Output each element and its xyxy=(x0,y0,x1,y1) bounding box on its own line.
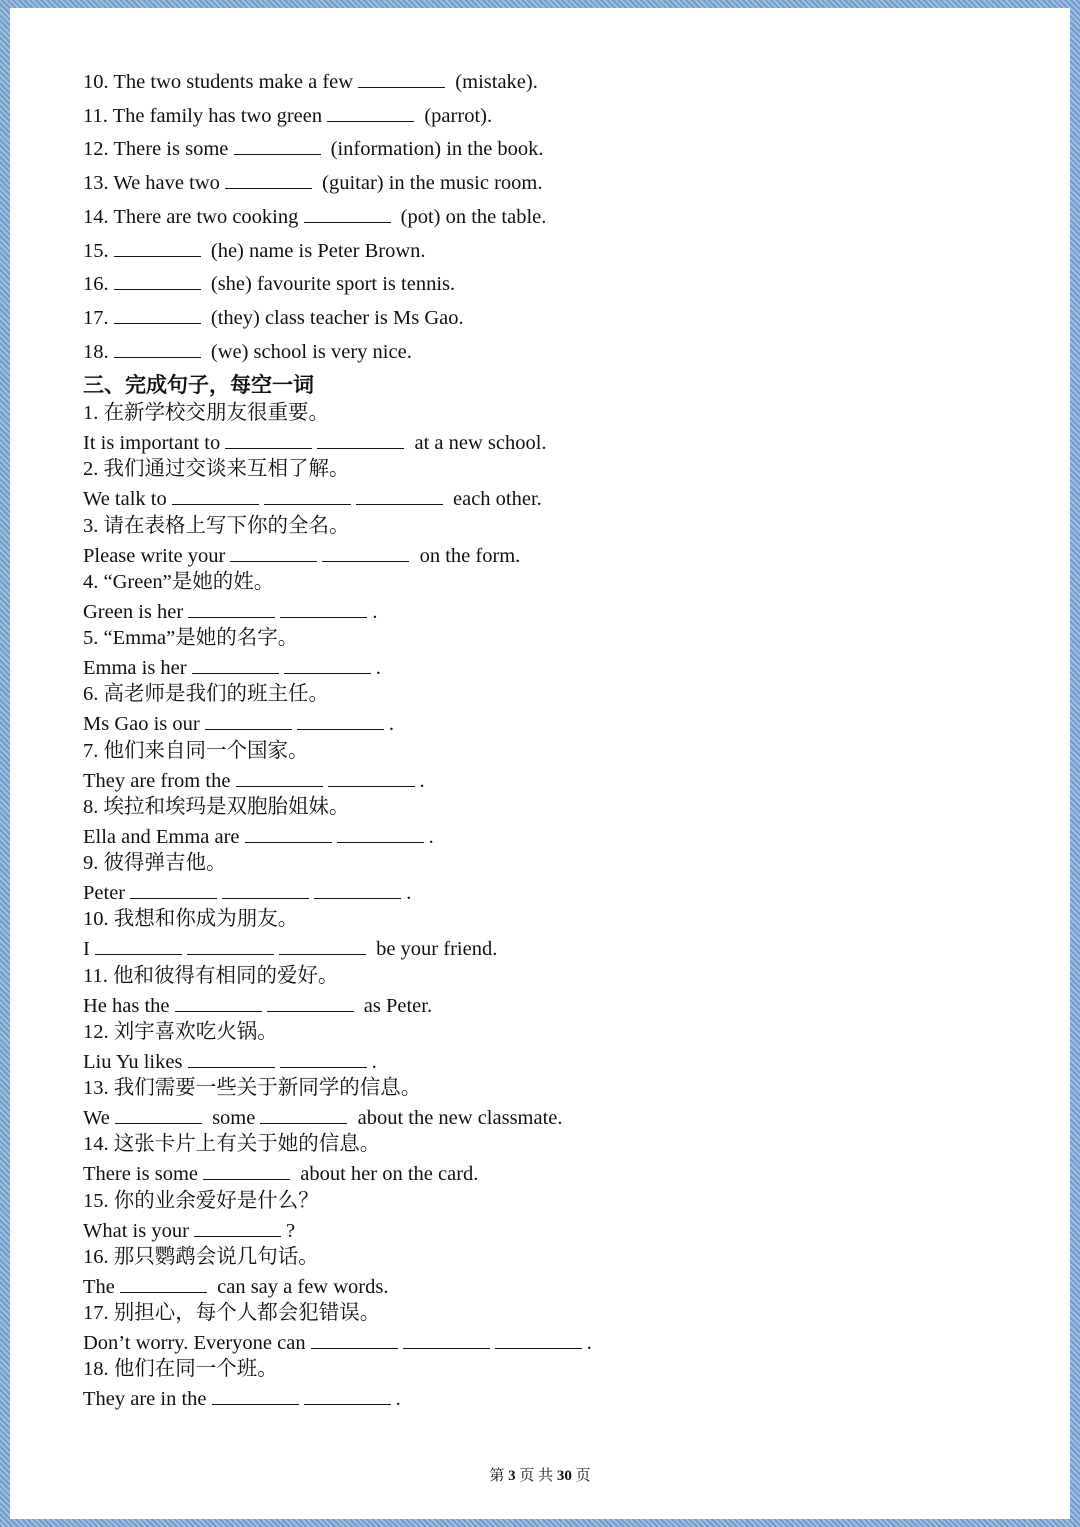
answer-blank[interactable] xyxy=(114,272,201,290)
sentence-suffix: . xyxy=(419,769,425,792)
answer-blank[interactable] xyxy=(311,1331,398,1349)
answer-blank[interactable] xyxy=(327,104,414,122)
answer-blank[interactable] xyxy=(172,487,259,505)
sentence-prefix: We talk to xyxy=(83,488,172,511)
exercise-line xyxy=(83,104,492,128)
exercise-suffix: (guitar) in the music room. xyxy=(317,172,543,195)
chinese-prompt: 7. 他们来自同一个国家。 xyxy=(83,739,309,762)
answer-blank[interactable] xyxy=(279,937,366,955)
english-sentence xyxy=(83,1050,377,1074)
exercise-prefix: 18. xyxy=(83,340,114,363)
answer-blank[interactable] xyxy=(260,1106,347,1124)
sentence-prefix: It is important to xyxy=(83,432,226,454)
sentence-suffix: at a new school. xyxy=(409,432,547,454)
answer-blank[interactable] xyxy=(314,881,401,899)
english-sentence xyxy=(83,544,520,568)
sentence-suffix: about her on the card. xyxy=(295,1163,479,1186)
sentence-suffix: . xyxy=(406,882,412,904)
exercise-suffix: (pot) on the table. xyxy=(395,205,547,228)
sentence-suffix: about the new classmate. xyxy=(352,1107,563,1129)
answer-blank[interactable] xyxy=(304,1387,391,1405)
answer-blank[interactable] xyxy=(297,712,384,730)
english-sentence xyxy=(83,712,394,736)
chinese-prompt: 9. 彼得弹吉他。 xyxy=(83,852,227,874)
chinese-prompt: 3. 请在表格上写下你的全名。 xyxy=(83,514,350,537)
answer-blank[interactable] xyxy=(95,937,182,955)
answer-blank[interactable] xyxy=(222,881,309,899)
english-sentence xyxy=(83,1387,401,1411)
worksheet-page xyxy=(10,8,1070,1519)
exercise-suffix: (we) school is very nice. xyxy=(205,340,412,363)
chinese-prompt: 6. 高老师是我们的班主任。 xyxy=(83,683,329,706)
exercise-line xyxy=(83,306,464,330)
sentence-suffix: as Peter. xyxy=(358,994,433,1017)
exercise-line xyxy=(83,205,546,229)
answer-blank[interactable] xyxy=(120,1275,207,1293)
exercise-suffix: (she) favourite sport is tennis. xyxy=(205,273,456,296)
answer-blank[interactable] xyxy=(358,70,445,88)
english-sentence xyxy=(83,1219,295,1243)
sentence-prefix: What is your xyxy=(83,1219,195,1242)
english-sentence xyxy=(83,600,377,624)
sentence-middle: some xyxy=(206,1107,261,1129)
chinese-prompt: 15. 你的业余爱好是什么？ xyxy=(83,1189,319,1212)
answer-blank[interactable] xyxy=(205,712,292,730)
sentence-prefix: Emma is her xyxy=(83,657,192,679)
exercise-line xyxy=(83,137,544,161)
english-sentence xyxy=(83,937,497,961)
answer-blank[interactable] xyxy=(328,769,415,787)
answer-blank[interactable] xyxy=(284,656,371,674)
answer-blank[interactable] xyxy=(188,1050,275,1068)
sentence-prefix: They are in the xyxy=(83,1388,212,1411)
answer-blank[interactable] xyxy=(115,1106,202,1124)
sentence-prefix: Liu Yu likes xyxy=(83,1050,188,1073)
english-sentence xyxy=(83,431,547,455)
exercise-line xyxy=(83,239,426,263)
chinese-prompt: 14. 这张卡片上有关于她的信息。 xyxy=(83,1133,381,1156)
footer-suffix: 页 xyxy=(571,1468,591,1484)
chinese-prompt: 12. 刘宇喜欢吃火锅。 xyxy=(83,1020,278,1043)
answer-blank[interactable] xyxy=(212,1387,299,1405)
english-sentence xyxy=(83,881,411,905)
answer-blank[interactable] xyxy=(264,487,351,505)
sentence-suffix: . xyxy=(395,1388,401,1411)
english-sentence xyxy=(83,769,425,793)
english-sentence xyxy=(83,1275,388,1299)
sentence-prefix: There is some xyxy=(83,1163,204,1186)
answer-blank[interactable] xyxy=(280,1050,367,1068)
answer-blank[interactable] xyxy=(188,600,275,618)
sentence-prefix: Please write your xyxy=(83,544,231,567)
answer-blank[interactable] xyxy=(225,431,312,449)
footer-page-number: 3 xyxy=(508,1468,516,1484)
sentence-prefix: They are from the xyxy=(83,769,236,792)
chinese-prompt: 5. “Emma”是她的名字。 xyxy=(83,627,299,649)
answer-blank[interactable] xyxy=(304,205,391,223)
answer-blank[interactable] xyxy=(337,825,424,843)
sentence-suffix: . xyxy=(428,825,434,848)
answer-blank[interactable] xyxy=(280,600,367,618)
sentence-prefix: The xyxy=(83,1275,120,1298)
answer-blank[interactable] xyxy=(187,937,274,955)
english-sentence xyxy=(83,1106,563,1130)
exercise-suffix: (he) name is Peter Brown. xyxy=(205,239,426,262)
sentence-suffix: . xyxy=(372,600,378,623)
answer-blank[interactable] xyxy=(230,544,317,562)
answer-blank[interactable] xyxy=(175,994,262,1012)
answer-blank[interactable] xyxy=(234,137,321,155)
sentence-suffix: . xyxy=(586,1332,592,1354)
chinese-prompt: 8. 埃拉和埃玛是双胞胎姐妹。 xyxy=(83,795,350,818)
exercise-prefix: 14. There are two cooking xyxy=(83,205,304,228)
answer-blank[interactable] xyxy=(114,340,201,358)
exercise-suffix: (information) in the book. xyxy=(325,138,544,161)
english-sentence xyxy=(83,656,381,680)
english-sentence xyxy=(83,825,434,849)
answer-blank[interactable] xyxy=(356,487,443,505)
answer-blank[interactable] xyxy=(245,825,332,843)
sentence-suffix: can say a few words. xyxy=(212,1275,389,1298)
sentence-prefix: Green is her xyxy=(83,600,189,623)
exercise-line xyxy=(83,171,542,195)
sentence-suffix: each other. xyxy=(447,488,542,511)
exercise-line xyxy=(83,340,412,364)
chinese-prompt: 13. 我们需要一些关于新同学的信息。 xyxy=(83,1077,422,1099)
sentence-suffix: . xyxy=(371,1050,377,1073)
answer-blank[interactable] xyxy=(495,1331,582,1349)
sentence-suffix: . xyxy=(375,657,381,679)
sentence-suffix: on the form. xyxy=(414,544,521,567)
english-sentence xyxy=(83,487,542,511)
section-three-heading: 三、完成句子，每空一词 xyxy=(83,373,314,397)
exercise-prefix: 15. xyxy=(83,239,114,262)
chinese-prompt: 2. 我们通过交谈来互相了解。 xyxy=(83,458,350,481)
answer-blank[interactable] xyxy=(130,881,217,899)
answer-blank[interactable] xyxy=(267,994,354,1012)
answer-blank[interactable] xyxy=(317,431,404,449)
exercise-prefix: 10. The two students make a few xyxy=(83,71,359,93)
sentence-suffix: . xyxy=(388,713,394,736)
footer-middle: 页 共 xyxy=(515,1468,557,1484)
sentence-prefix: He has the xyxy=(83,994,175,1017)
english-sentence xyxy=(83,1162,478,1186)
exercise-prefix: 17. xyxy=(83,306,114,329)
english-sentence xyxy=(83,1331,592,1355)
exercise-line xyxy=(83,70,538,94)
exercise-suffix: (mistake). xyxy=(450,71,538,93)
exercise-prefix: 12. There is some xyxy=(83,138,234,161)
chinese-prompt: 17. 别担心，每个人都会犯错误。 xyxy=(83,1302,381,1324)
answer-blank[interactable] xyxy=(236,769,323,787)
sentence-prefix: Ella and Emma are xyxy=(83,825,245,848)
chinese-prompt: 11. 他和彼得有相同的爱好。 xyxy=(83,964,339,987)
exercise-prefix: 11. The family has two green xyxy=(83,104,328,127)
sentence-prefix: Peter xyxy=(83,882,131,904)
answer-blank[interactable] xyxy=(114,239,201,257)
answer-blank[interactable] xyxy=(194,1219,281,1237)
exercise-prefix: 16. xyxy=(83,273,114,296)
footer-prefix: 第 xyxy=(489,1468,509,1484)
exercise-suffix: (parrot). xyxy=(419,104,493,127)
answer-blank[interactable] xyxy=(203,1162,290,1180)
answer-blank[interactable] xyxy=(322,544,409,562)
sentence-prefix: We xyxy=(83,1107,115,1129)
chinese-prompt: 16. 那只鹦鹉会说几句话。 xyxy=(83,1245,319,1268)
exercise-prefix: 13. We have two xyxy=(83,172,226,195)
answer-blank[interactable] xyxy=(225,171,312,189)
english-sentence xyxy=(83,994,432,1018)
chinese-prompt: 10. 我想和你成为朋友。 xyxy=(83,908,299,931)
exercise-line xyxy=(83,272,455,296)
sentence-prefix: I xyxy=(83,938,95,961)
chinese-prompt: 1. 在新学校交朋友很重要。 xyxy=(83,402,329,424)
answer-blank[interactable] xyxy=(403,1331,490,1349)
answer-blank[interactable] xyxy=(114,306,201,324)
page-footer xyxy=(10,1466,1070,1486)
sentence-suffix: ? xyxy=(286,1219,296,1242)
chinese-prompt: 18. 他们在同一个班。 xyxy=(83,1358,278,1381)
sentence-suffix: be your friend. xyxy=(370,938,498,961)
chinese-prompt: 4. “Green”是她的姓。 xyxy=(83,570,275,593)
sentence-prefix: Ms Gao is our xyxy=(83,713,205,736)
sentence-prefix: Don’t worry. Everyone can xyxy=(83,1332,311,1354)
footer-total-pages: 30 xyxy=(556,1468,572,1484)
answer-blank[interactable] xyxy=(192,656,279,674)
exercise-suffix: (they) class teacher is Ms Gao. xyxy=(205,306,464,329)
